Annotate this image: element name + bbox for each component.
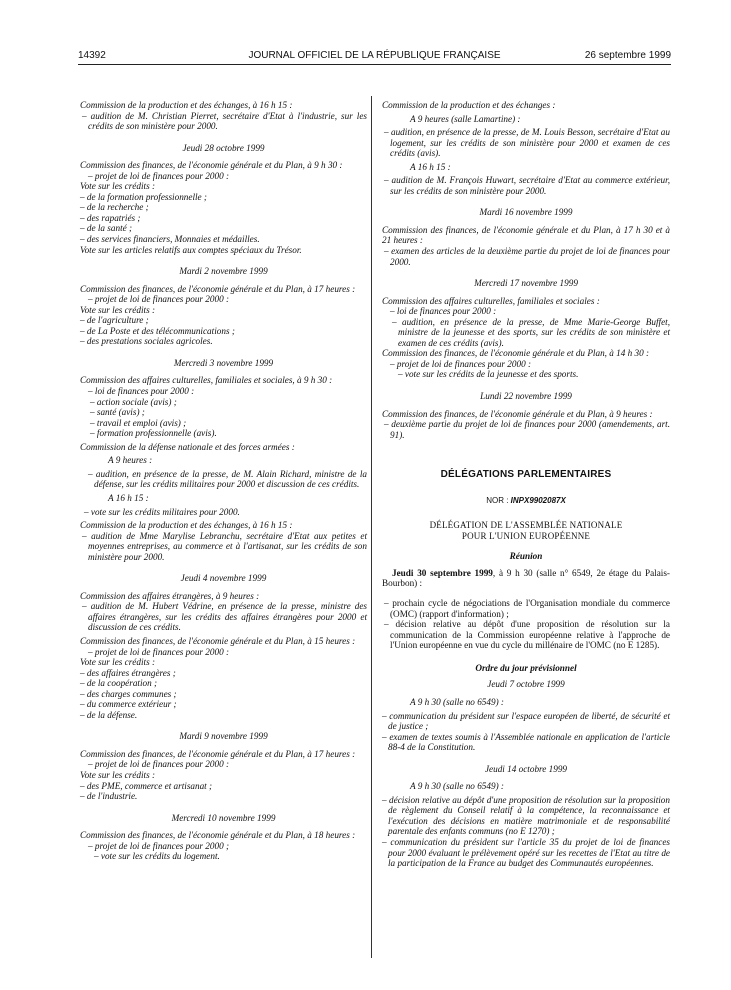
agenda-item: – communication du président sur l'article 35 du projet de loi de finances pour 2000 évaluant le prélèvement opéré sur les recettes de l'Etat au titre de la participation de la France au budget des Communautés européennes.	[382, 836, 670, 869]
agenda-item: Vote sur les crédits :	[80, 181, 156, 192]
meeting-details	[382, 568, 670, 589]
commission-line: Commission des affaires étrangères, à 9 heures :	[80, 590, 260, 601]
delegation-name	[382, 520, 670, 541]
agenda-item: – santé (avis) ;	[90, 407, 145, 418]
commission-line: Commission des affaires culturelles, familiales et sociales, à 9 h 30 :	[80, 375, 333, 386]
agenda-item: Vote sur les articles relatifs aux comptes spéciaux du Trésor.	[80, 244, 302, 255]
date-heading: Mardi 9 novembre 1999	[179, 731, 268, 742]
agenda-item: Vote sur les crédits :	[80, 657, 156, 668]
agenda-item: – projet de loi de finances pour 2000 :	[390, 358, 532, 369]
agenda-item: – deuxième partie du projet de loi de finances pour 2000 (amendements, art. 91).	[384, 419, 670, 440]
page-number: 14392	[78, 50, 106, 61]
meeting-location: , à 9 h 30 (salle n° 6549, 2e étage du Palais-Bourbon) :	[382, 567, 670, 589]
time-slot: A 16 h 15 :	[108, 492, 149, 503]
agenda-item: – projet de loi de finances pour 2000 :	[88, 170, 230, 181]
agenda-item: – audition de M. Christian Pierret, secrétaire d'Etat à l'industrie, sur les crédits de son ministère pour 2000.	[82, 110, 367, 132]
agenda-item: – audition de M. François Huwart, secrétaire d'Etat au commerce extérieur, sur les crédits de son ministère pour 2000.	[384, 175, 670, 196]
meeting-date: Jeudi 30 septembre 1999	[392, 567, 493, 578]
agenda-item: – de l'industrie.	[80, 791, 138, 802]
commission-line: Commission des finances, de l'économie générale et du Plan, à 17 heures :	[80, 283, 356, 294]
issue-date: 26 septembre 1999	[584, 50, 671, 61]
commission-line: Commission de la production et des échanges :	[382, 100, 556, 110]
agenda-item: – des rapatriés ;	[80, 212, 141, 223]
date-heading: Mardi 16 novembre 1999	[479, 207, 573, 218]
agenda-item: – prochain cycle de négociations de l'Organisation mondiale du commerce (OMC) (rapport d'information) ;	[384, 598, 670, 619]
agenda-item: – audition de Mme Marylise Lebranchu, secrétaire d'Etat aux petites et moyennes entreprises, au commerce et à l'artisanat, sur les crédits de son ministère pour 2000.	[82, 530, 367, 562]
header-rule	[78, 64, 671, 65]
agenda-item: – examen des articles de la deuxième partie du projet de loi de finances pour 2000.	[384, 246, 670, 267]
date-heading: Jeudi 14 octobre 1999	[484, 763, 568, 774]
agenda-item: – action sociale (avis) ;	[90, 396, 177, 407]
agenda-item: – de la coopération ;	[80, 678, 158, 689]
agenda-item: – décision relative au dépôt d'une proposition de résolution sur la proposition de règlement du Conseil relatif à la compétence, la reconnaissance et l'exécution des décisions en matière matrimoniale et de responsabilité parentale des enfants communs (no E 1270) ;	[382, 794, 670, 837]
agenda-item: – projet de loi de finances pour 2000 :	[88, 646, 230, 657]
agenda-item: – des services financiers, Monnaies et médailles.	[80, 234, 260, 245]
delegation-name-line2: POUR L'UNION EUROPÉENNE	[461, 530, 591, 541]
commission-line: Commission des finances, de l'économie générale et du Plan, à 17 h 30 et à 21 heures :	[382, 224, 670, 246]
date-heading: Lundi 22 novembre 1999	[480, 391, 572, 402]
right-column	[382, 100, 670, 869]
agenda-item: Vote sur les crédits :	[80, 304, 156, 315]
commission-line: Commission des finances, de l'économie générale et du Plan, à 9 heures :	[382, 408, 653, 419]
agenda-item: – travail et emploi (avis) ;	[90, 417, 187, 428]
agenda-item: – projet de loi de finances pour 2000 :	[88, 759, 230, 770]
agenda-item: – audition, en présence de la presse, de M. Louis Besson, secrétaire d'Etat au logement, sur les crédits de son ministère pour 2000 et examen de ces crédits (avis).	[384, 127, 670, 159]
section-title: DÉLÉGATIONS PARLEMENTAIRES	[440, 469, 612, 481]
delegation-name-line1: DÉLÉGATION DE L'ASSEMBLÉE NATIONALE	[429, 520, 623, 531]
nor-code: INPX9902087X	[510, 495, 566, 505]
agenda-item: – de la formation professionnelle ;	[80, 191, 207, 202]
date-heading: Jeudi 7 octobre 1999	[487, 679, 565, 690]
date-heading: Mardi 2 novembre 1999	[179, 266, 268, 277]
agenda-item: – communication du président sur l'espace européen de liberté, de sécurité et de justice ;	[382, 710, 670, 732]
agenda-item: Vote sur les crédits :	[80, 769, 156, 780]
commission-line: Commission des finances, de l'économie générale et du Plan, à 14 h 30 :	[382, 348, 650, 359]
agenda-item: – loi de finances pour 2000 :	[390, 306, 497, 317]
commission-line: Commission de la production et des échanges, à 16 h 15 :	[80, 520, 293, 531]
commission-line: Commission des finances, de l'économie générale et du Plan, à 9 h 30 :	[80, 160, 343, 171]
agenda-item: – des PME, commerce et artisanat ;	[80, 780, 213, 791]
time-slot: A 9 h 30 (salle no 6549) :	[410, 696, 504, 707]
agenda-item: – loi de finances pour 2000 :	[88, 386, 195, 397]
time-slot: A 16 h 15 :	[410, 161, 451, 172]
time-slot: A 9 heures :	[108, 455, 153, 466]
agenda-item: – de la défense.	[80, 709, 138, 720]
agenda-item: – formation professionnelle (avis).	[90, 428, 217, 439]
agenda-item: – décision relative au dépôt d'une proposition de résolution sur la communication de la Commission européenne relative à l'approche de l'Union européenne en vue du cycle du millénaire de l'OMC (no E 1285).	[384, 619, 670, 651]
agenda-item: – de La Poste et des télécommunications ;	[80, 325, 235, 336]
agenda-item: – des prestations sociales agricoles.	[80, 336, 213, 347]
commission-line: Commission de la défense nationale et des forces armées :	[80, 441, 295, 452]
agenda-item: – audition de M. Hubert Védrine, en présence de la presse, ministre des affaires étrangères, sur les crédits des affaires étrangères pour 2000 et discussion de ces crédits.	[82, 601, 367, 633]
meeting-heading: Réunion	[509, 551, 543, 562]
agenda-item: – projet de loi de finances pour 2000 ;	[88, 840, 230, 851]
commission-line: Commission des finances, de l'économie générale et du Plan, à 15 heures :	[80, 635, 356, 646]
agenda-item: – projet de loi de finances pour 2000 :	[88, 294, 230, 305]
column-divider	[371, 96, 372, 958]
left-column	[80, 100, 367, 862]
time-slot: A 9 heures (salle Lamartine) :	[410, 113, 521, 124]
date-heading: Mercredi 3 novembre 1999	[173, 357, 274, 368]
agenda-item: – des charges communes ;	[80, 688, 177, 699]
agenda-item: – de la recherche ;	[80, 202, 149, 213]
date-heading: Mercredi 10 novembre 1999	[171, 812, 276, 823]
commission-line: Commission des affaires culturelles, familiales et sociales :	[382, 295, 600, 306]
provisional-agenda-heading: Ordre du jour prévisionnel	[475, 662, 577, 673]
agenda-item: – audition, en présence de la presse, de Mme Marie-George Buffet, ministre de la jeunesse et des sports, sur les crédits de son ministère et examen de ces crédits (avis).	[392, 316, 670, 348]
journal-title: JOURNAL OFFICIEL DE LA RÉPUBLIQUE FRANÇAISE	[248, 50, 501, 61]
date-heading: Mercredi 17 novembre 1999	[474, 278, 578, 289]
date-heading: Jeudi 28 octobre 1999	[182, 142, 265, 153]
nor-label: NOR :	[486, 495, 509, 505]
agenda-item: – du commerce extérieur ;	[80, 699, 177, 710]
commission-line: Commission des finances, de l'économie générale et du Plan, à 17 heures :	[80, 748, 356, 759]
time-slot: A 9 h 30 (salle no 6549) :	[410, 781, 504, 792]
agenda-item: – examen de textes soumis à l'Assemblée nationale en application de l'article 88-4 de la Constitution.	[382, 731, 670, 753]
agenda-item: – vote sur les crédits du logement.	[94, 851, 220, 862]
agenda-item: – vote sur les crédits de la jeunesse et des sports.	[398, 369, 579, 380]
agenda-item: – audition, en présence de la presse, de M. Alain Richard, ministre de la défense, sur les crédits militaires pour 2000 et discussion de ces crédits.	[88, 468, 367, 490]
date-heading: Jeudi 4 novembre 1999	[180, 573, 267, 584]
agenda-item: – de l'agriculture ;	[80, 315, 149, 326]
agenda-item: – des affaires étrangères ;	[80, 667, 176, 678]
agenda-item: – de la santé ;	[80, 223, 133, 234]
agenda-item: – vote sur les crédits militaires pour 2000.	[84, 506, 240, 517]
commission-line: Commission des finances, de l'économie générale et du Plan, à 18 heures :	[80, 830, 356, 841]
commission-line: Commission de la production et des échanges, à 16 h 15 :	[80, 100, 293, 110]
nor-reference	[382, 496, 670, 507]
